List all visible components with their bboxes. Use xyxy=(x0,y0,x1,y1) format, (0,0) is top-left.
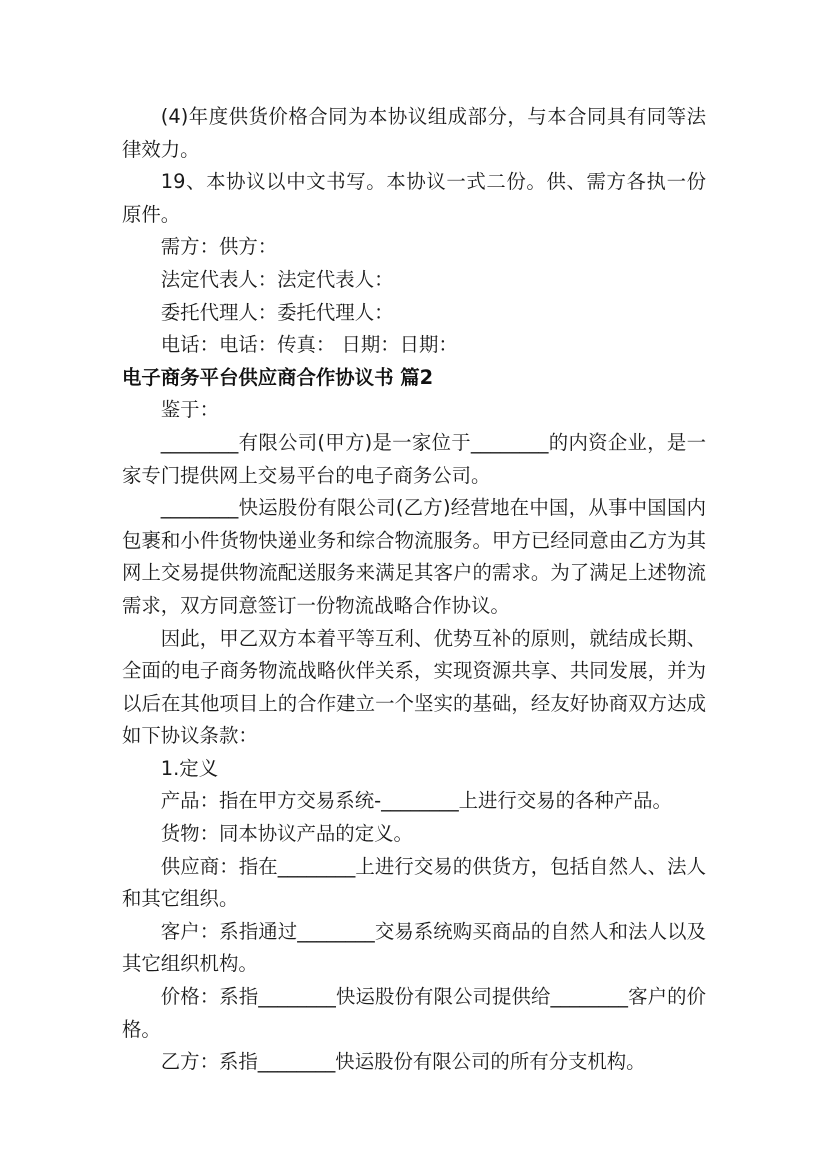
paragraph: 19、本协议以中文书写。本协议一式二份。供、需方各执一份原件。 xyxy=(122,170,706,226)
paragraph: 价格：系指________快运股份有限公司提供给________客户的价格。 xyxy=(122,985,706,1041)
paragraph: 因此，甲乙双方本着平等互利、优势互补的原则，就结成长期、全面的电子商务物流战略伙伴关系，实现资源共享、共同发展，并为以后在其他项目上的合作建立一个坚实的基础，经友好协商双方达成如下协议条款： xyxy=(122,626,706,748)
paragraph: 需方：供方： xyxy=(160,235,278,259)
paragraph: 客户：系指通过________交易系统购买商品的自然人和法人以及其它组织机构。 xyxy=(122,919,706,976)
paragraph: ________快运股份有限公司(乙方)经营地在中国，从事中国国内包裹和小件货物快递业务和综合物流服务。甲方已经同意由乙方为其网上交易提供物流配送服务来满足其客户的需求。为了满足上述物流需求，双方同意签订一份物流战略合作协议。 xyxy=(122,496,706,617)
document-page xyxy=(122,101,706,1079)
paragraph: ________有限公司(甲方)是一家位于________的内资企业，是一家专门提供网上交易平台的电子商务公司。 xyxy=(122,430,706,487)
section-heading: 电子商务平台供应商合作协议书 篇2 xyxy=(122,365,434,389)
paragraph: 产品：指在甲方交易系统-________上进行交易的各种产品。 xyxy=(160,789,672,813)
paragraph: 鉴于： xyxy=(160,398,219,422)
paragraph: 法定代表人：法定代表人： xyxy=(160,267,394,291)
paragraph: 供应商：指在________上进行交易的供货方，包括自然人、法人和其它组织。 xyxy=(122,854,706,911)
paragraph: 1.定义 xyxy=(160,756,219,780)
paragraph: 委托代理人：委托代理人： xyxy=(160,300,394,324)
paragraph: 乙方：系指________快运股份有限公司的所有分支机构。 xyxy=(160,1050,646,1074)
paragraph: 电话：电话：传真： 日期：日期： xyxy=(160,333,458,357)
paragraph: 货物：同本协议产品的定义。 xyxy=(160,822,413,846)
paragraph: (4)年度供货价格合同为本协议组成部分，与本合同具有同等法律效力。 xyxy=(122,105,706,161)
